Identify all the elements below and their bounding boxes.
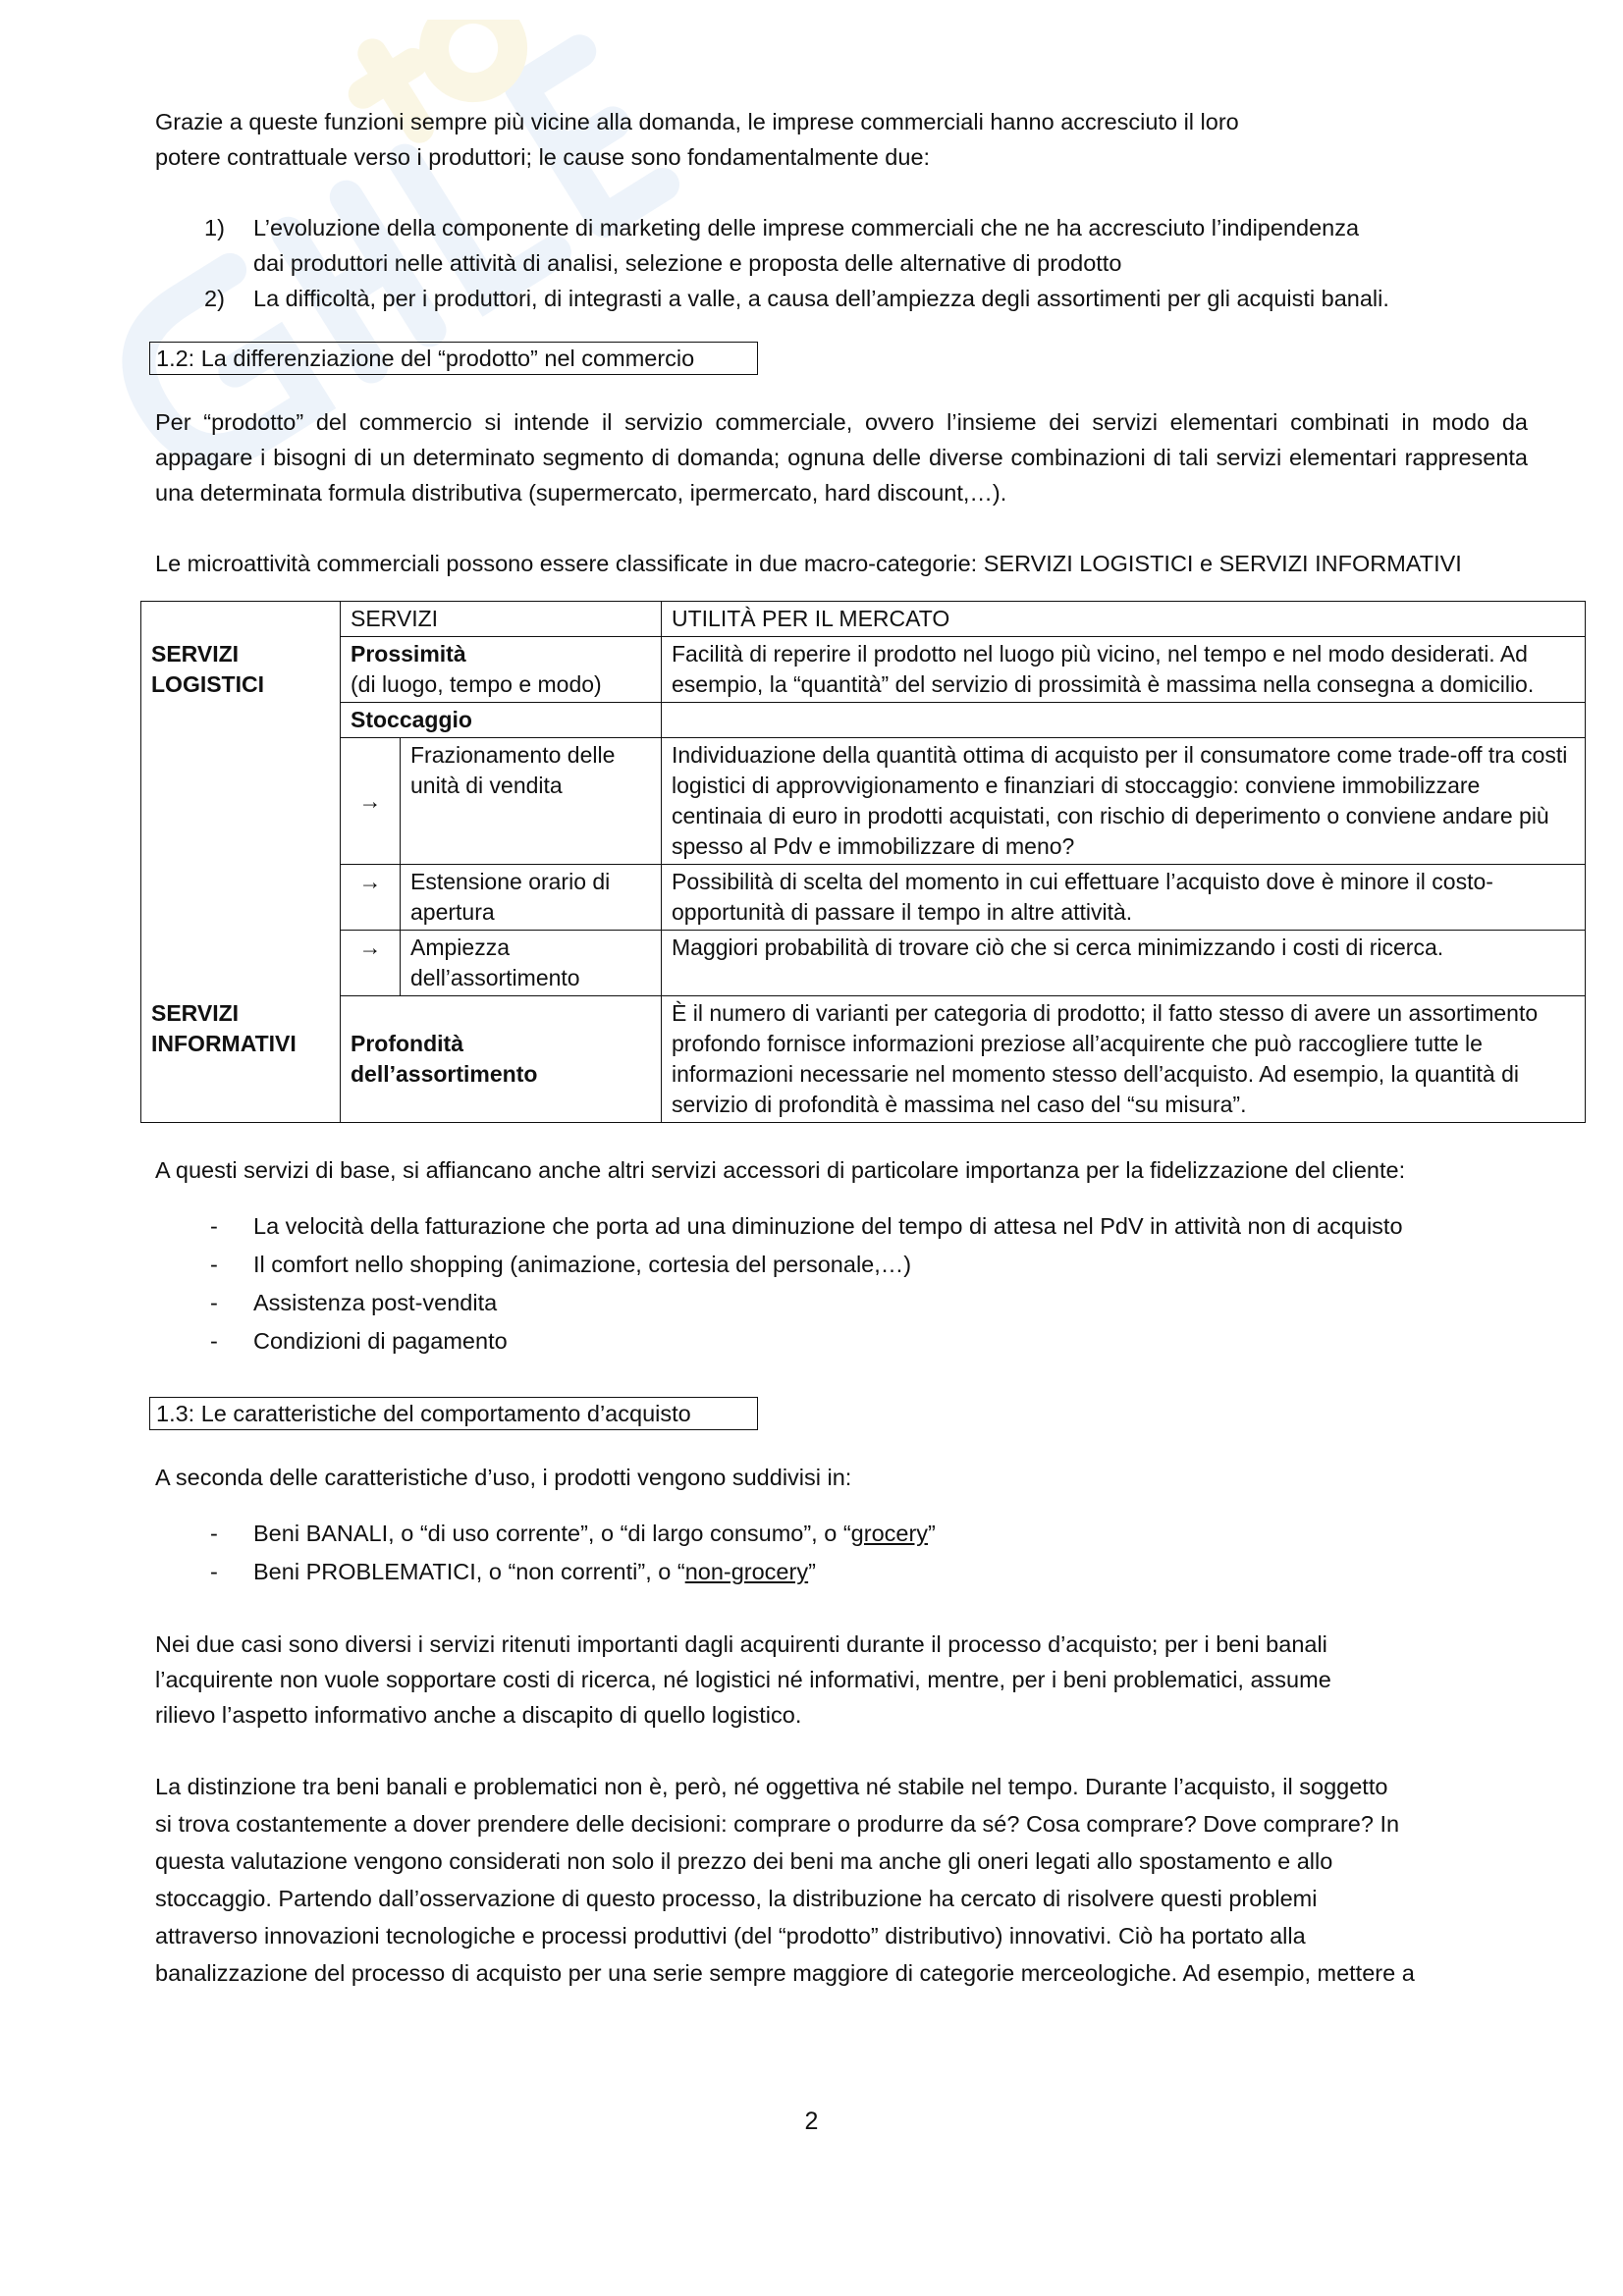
service-name: Prossimità xyxy=(351,641,466,667)
table-cell xyxy=(141,865,341,931)
list-item-text: Beni PROBLEMATICI, o “non correnti”, o “ xyxy=(253,1559,685,1584)
service-subtitle: (di luogo, tempo e modo) xyxy=(351,671,602,697)
table-cell xyxy=(141,996,341,1123)
list-item xyxy=(155,210,1528,281)
list-item xyxy=(155,1207,1528,1246)
text-line: l’acquirente non vuole sopportare costi di ricerca, né logistici né informativi, mentre, per i beni problematici, assume xyxy=(155,1667,1331,1692)
table-cell: Facilità di reperire il prodotto nel luogo più vicino, nel tempo e nel modo desiderati. Ad esempio, la “quantità” del servizio di prossimità è massima nella consegna a domicilio. xyxy=(662,637,1586,703)
text-line: stoccaggio. Partendo dall’osservazione di questo processo, la distribuzione ha cercato di risolvere questi problemi xyxy=(155,1886,1318,1911)
table-cell: Ampiezza dell’assortimento xyxy=(401,931,662,996)
row-label: LOGISTICI xyxy=(151,670,264,697)
table-cell xyxy=(141,602,341,637)
section-heading-1-3: 1.3: Le caratteristiche del comportamento d’acquisto xyxy=(149,1397,758,1430)
accessory-services-list xyxy=(155,1207,1528,1361)
list-item-text: ” xyxy=(808,1559,816,1584)
list-item xyxy=(155,1284,1528,1322)
list-item xyxy=(155,1322,1528,1361)
text-line: questa valutazione vengono considerati non solo il prezzo dei beni ma anche gli oneri legati allo spostamento e allo xyxy=(155,1848,1333,1874)
table-row xyxy=(141,637,1586,703)
list-item-text: Condizioni di pagamento xyxy=(253,1328,508,1354)
row-label: INFORMATIVI xyxy=(151,1030,297,1056)
paragraph xyxy=(155,1627,1528,1733)
table-cell: È il numero di varianti per categoria di prodotto; il fatto stesso di avere un assortimento profondo fornisce informazioni preziose all’acquirente che può raccogliere tutte le informazioni necessarie nel momento stesso dell’acquisto. Ad esempio, la quantità di servizio di profondità è massima nel caso del “su misura”. xyxy=(662,996,1586,1123)
table-cell xyxy=(662,703,1586,738)
paragraph: A seconda delle caratteristiche d’uso, i prodotti vengono suddivisi in: xyxy=(155,1465,852,1490)
services-table xyxy=(140,601,1586,1123)
list-item-text: Beni BANALI, o “di uso corrente”, o “di largo consumo”, o “ xyxy=(253,1521,851,1546)
table-cell: Frazionamento delle unità di vendita xyxy=(401,738,662,865)
intro-line-2: potere contrattuale verso i produttori; le cause sono fondamentalmente due: xyxy=(155,144,931,170)
table-cell: Profondità dell’assortimento xyxy=(341,996,662,1123)
row-label: SERVIZI xyxy=(151,999,240,1026)
list-item xyxy=(155,1515,1528,1553)
section-heading-1-2: 1.2: La differenziazione del “prodotto” nel commercio xyxy=(149,342,758,375)
text-line: Nei due casi sono diversi i servizi ritenuti importanti dagli acquirenti durante il processo d’acquisto; per i beni banali xyxy=(155,1631,1327,1657)
list-item-text: Il comfort nello shopping (animazione, cortesia del personale,…) xyxy=(253,1252,912,1277)
list-item-text: dai produttori nelle attività di analisi, selezione e proposta delle alternative di prodotto xyxy=(253,250,1122,276)
table-header: UTILITÀ PER IL MERCATO xyxy=(662,602,1586,637)
arrow-icon: → xyxy=(341,865,401,931)
list-item xyxy=(155,281,1528,316)
table-cell: Maggiori probabilità di trovare ciò che si cerca minimizzando i costi di ricerca. xyxy=(662,931,1586,996)
table-row xyxy=(141,703,1586,738)
bullet: - xyxy=(210,1559,218,1584)
table-cell xyxy=(141,931,341,996)
table-cell: Stoccaggio xyxy=(341,703,662,738)
list-item-text: ” xyxy=(928,1521,936,1546)
table-row xyxy=(141,738,1586,865)
bullet: - xyxy=(210,1252,218,1277)
list-item xyxy=(155,1246,1528,1284)
page-content xyxy=(151,104,1568,1992)
intro-line-1: Grazie a queste funzioni sempre più vicine alla domanda, le imprese commerciali hanno accresciuto il loro xyxy=(155,109,1239,134)
row-label: SERVIZI xyxy=(151,640,240,667)
table-cell: Estensione orario di apertura xyxy=(401,865,662,931)
list-number: 1) xyxy=(204,215,225,240)
table-row xyxy=(141,996,1586,1123)
text-line: rilievo l’aspetto informativo anche a discapito di quello logistico. xyxy=(155,1702,802,1728)
bullet: - xyxy=(210,1290,218,1315)
list-item-text: L’evoluzione della componente di marketing delle imprese commerciali che ne ha accresciuto l’indipendenza xyxy=(253,215,1360,240)
list-item-text: Assistenza post-vendita xyxy=(253,1290,498,1315)
list-item xyxy=(155,1553,1528,1591)
paragraph: Le microattività commerciali possono essere classificate in due macro-categorie: SERVIZI LOGISTICI e SERVIZI INFORMATIVI xyxy=(155,551,1462,576)
table-cell xyxy=(341,637,662,703)
table-row xyxy=(141,931,1586,996)
table-cell xyxy=(141,703,341,738)
table-row xyxy=(141,602,1586,637)
text-line: La distinzione tra beni banali e problematici non è, però, né oggettiva né stabile nel tempo. Durante l’acquisto, il soggetto xyxy=(155,1774,1388,1799)
bullet: - xyxy=(210,1213,218,1239)
bullet: - xyxy=(210,1521,218,1546)
arrow-icon: → xyxy=(341,738,401,865)
bullet: - xyxy=(210,1328,218,1354)
text-line: si trova costantemente a dover prendere delle decisioni: comprare o produrre da sé? Cosa comprare? Dove comprare? In xyxy=(155,1811,1400,1837)
table-cell: Individuazione della quantità ottima di acquisto per il consumatore come trade-off tra costi logistici di approvvigionamento e finanziari di stoccaggio: conviene immobilizzare centinaia di euro in prodotti acquistati, con rischio di deperimento o conviene andare più spesso al Pdv e immobilizzare di meno? xyxy=(662,738,1586,865)
text-line: attraverso innovazioni tecnologiche e processi produttivi (del “prodotto” distributivo) innovativi. Ciò ha portato alla xyxy=(155,1923,1306,1949)
arrow-icon: → xyxy=(341,931,401,996)
product-types-list xyxy=(155,1515,1528,1591)
underlined-term: non-grocery xyxy=(684,1559,809,1584)
table-cell: Possibilità di scelta del momento in cui effettuare l’acquisto dove è minore il costo-opportunità di passare il tempo in altre attività. xyxy=(662,865,1586,931)
table-header: SERVIZI xyxy=(341,602,662,637)
list-item-text: La difficoltà, per i produttori, di integrasti a valle, a causa dell’ampiezza degli assortimenti per gli acquisti banali. xyxy=(253,286,1389,311)
paragraph: A questi servizi di base, si affiancano anche altri servizi accessori di particolare importanza per la fidelizzazione del cliente: xyxy=(155,1157,1406,1183)
underlined-term: grocery xyxy=(850,1521,929,1546)
text-line: banalizzazione del processo di acquisto per una serie sempre maggiore di categorie merceologiche. Ad esempio, mettere a xyxy=(155,1960,1415,1986)
paragraph xyxy=(155,1768,1528,1992)
table-cell xyxy=(141,738,341,865)
table-row xyxy=(141,865,1586,931)
list-item-text: La velocità della fatturazione che porta ad una diminuzione del tempo di attesa nel PdV in attività non di acquisto xyxy=(253,1213,1403,1239)
table-cell xyxy=(141,637,341,703)
causes-list xyxy=(155,210,1528,316)
paragraph: Per “prodotto” del commercio si intende il servizio commerciale, ovvero l’insieme dei servizi elementari combinati in modo da appagare i bisogni di un determinato segmento di domanda; ognuna delle diverse combinazioni di tali servizi elementari rappresenta una determinata formula distributiva (supermercato, ipermercato, hard discount,…). xyxy=(155,409,1528,506)
page-number: 2 xyxy=(804,2108,819,2135)
list-number: 2) xyxy=(204,286,225,311)
